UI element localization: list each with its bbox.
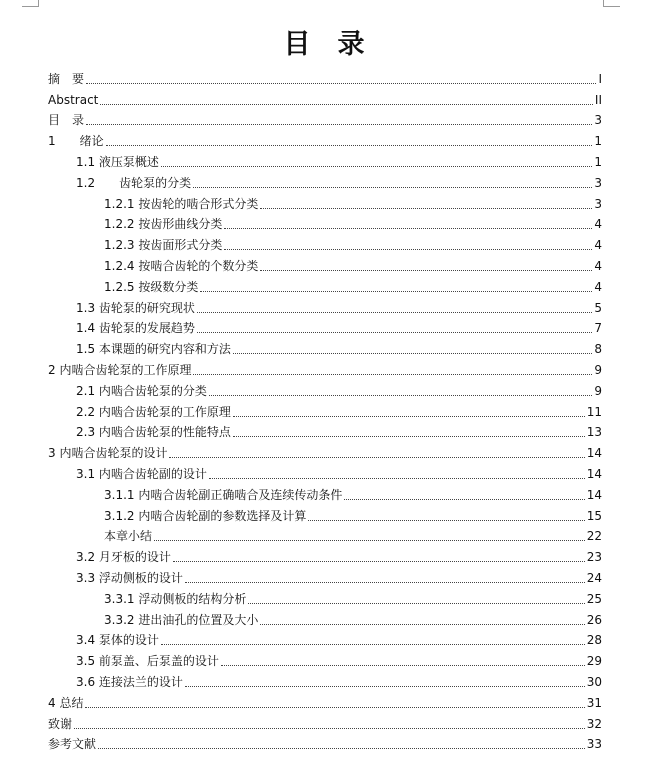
toc-entry[interactable]	[48, 253, 602, 274]
toc-dot-leader	[85, 706, 584, 708]
toc-entry-label: 1.2.3 按齿面形式分类	[104, 238, 223, 253]
toc-entry-page-number: 3	[594, 196, 602, 211]
toc-entry-label: 目 录	[48, 113, 85, 128]
toc-entry-page-number: 14	[586, 466, 602, 481]
toc-entry-page-number: 11	[586, 404, 602, 419]
toc-entry-page-number: 13	[586, 425, 602, 440]
toc-entry-label: 1.2.2 按齿形曲线分类	[104, 217, 223, 232]
toc-entry[interactable]	[48, 628, 602, 649]
toc-entry-label: 3.1 内啮合齿轮副的设计	[76, 466, 207, 481]
toc-entry-page-number: 9	[594, 383, 602, 398]
toc-entry[interactable]	[48, 524, 602, 545]
toc-entry[interactable]	[48, 149, 602, 170]
toc-dot-leader	[86, 82, 596, 84]
toc-entry-page-number: 1	[594, 134, 602, 149]
toc-dot-leader	[233, 435, 585, 437]
toc-dot-leader	[193, 373, 592, 375]
toc-entry-label: 4 总结	[48, 695, 84, 710]
toc-dot-leader	[161, 643, 585, 645]
toc-entry-page-number: 22	[586, 529, 602, 544]
toc-entry-page-number: 4	[594, 217, 602, 232]
toc-entry[interactable]	[48, 420, 602, 441]
toc-dot-leader	[224, 248, 592, 250]
toc-entry[interactable]	[48, 191, 602, 212]
toc-entry[interactable]	[48, 503, 602, 524]
toc-entry-label: 致谢	[48, 716, 73, 731]
toc-entry[interactable]	[48, 648, 602, 669]
toc-entry-page-number: 14	[586, 446, 602, 461]
toc-entry-page-number: 29	[586, 654, 602, 669]
toc-entry-page-number: 1	[594, 154, 602, 169]
toc-entry[interactable]	[48, 295, 602, 316]
toc-dot-leader	[98, 747, 585, 749]
table-of-contents	[48, 66, 602, 752]
toc-entry-label: 3.1.1 内啮合齿轮副正确啮合及连续传动条件	[104, 487, 343, 502]
toc-entry-label: 1.2 齿轮泵的分类	[76, 175, 192, 190]
toc-entry-label: 本章小结	[104, 529, 153, 544]
toc-entry-page-number: 32	[586, 716, 602, 731]
toc-entry-label: 3.5 前泵盖、后泵盖的设计	[76, 654, 219, 669]
toc-entry-page-number: 25	[586, 591, 602, 606]
toc-entry[interactable]	[48, 128, 602, 149]
toc-entry-label: 参考文献	[48, 737, 97, 752]
toc-entry-page-number: 3	[594, 175, 602, 190]
toc-dot-leader	[248, 602, 584, 604]
toc-dot-leader	[100, 103, 593, 105]
toc-entry-page-number: 9	[594, 362, 602, 377]
toc-dot-leader	[193, 186, 592, 188]
toc-entry-label: 1.4 齿轮泵的发展趋势	[76, 321, 195, 336]
toc-entry[interactable]	[48, 170, 602, 191]
toc-entry-page-number: 15	[586, 508, 602, 523]
toc-dot-leader	[173, 560, 585, 562]
toc-dot-leader	[209, 394, 592, 396]
toc-dot-leader	[74, 727, 585, 729]
toc-entry-page-number: 8	[594, 342, 602, 357]
toc-entry[interactable]	[48, 669, 602, 690]
toc-entry-page-number: II	[594, 92, 602, 107]
toc-entry-label: 2.2 内啮合齿轮泵的工作原理	[76, 404, 231, 419]
toc-dot-leader	[169, 456, 584, 458]
toc-entry[interactable]	[48, 732, 602, 753]
toc-entry-label: 1.5 本课题的研究内容和方法	[76, 342, 231, 357]
toc-dot-leader	[161, 165, 592, 167]
toc-entry[interactable]	[48, 399, 602, 420]
toc-entry-label: Abstract	[48, 92, 99, 107]
toc-dot-leader	[197, 311, 592, 313]
toc-entry[interactable]	[48, 690, 602, 711]
toc-dot-leader	[233, 352, 592, 354]
toc-entry[interactable]	[48, 378, 602, 399]
toc-entry-label: 1.3 齿轮泵的研究现状	[76, 300, 195, 315]
toc-entry-label: 3.1.2 内啮合齿轮副的参数选择及计算	[104, 508, 307, 523]
toc-entry-label: 1.2.4 按啮合齿轮的个数分类	[104, 258, 259, 273]
toc-dot-leader	[233, 415, 585, 417]
toc-entry-label: 3.4 泵体的设计	[76, 633, 159, 648]
toc-entry-page-number: I	[598, 71, 602, 86]
toc-entry-page-number: 24	[586, 570, 602, 585]
toc-entry-label: 3.3.2 进出油孔的位置及大小	[104, 612, 259, 627]
toc-dot-leader	[86, 123, 592, 125]
toc-entry-label: 3 内啮合齿轮泵的设计	[48, 446, 168, 461]
toc-entry-page-number: 4	[594, 258, 602, 273]
toc-dot-leader	[106, 144, 593, 146]
toc-entry-label: 3.3.1 浮动侧板的结构分析	[104, 591, 247, 606]
toc-entry-label: 1 绪论	[48, 134, 104, 149]
toc-dot-leader	[308, 519, 584, 521]
toc-entry[interactable]	[48, 274, 602, 295]
toc-dot-leader	[209, 477, 585, 479]
toc-entry[interactable]	[48, 607, 602, 628]
toc-entry-page-number: 7	[594, 321, 602, 336]
page-title: 目 录	[283, 29, 365, 60]
toc-entry[interactable]	[48, 87, 602, 108]
toc-entry[interactable]	[48, 586, 602, 607]
toc-entry[interactable]	[48, 357, 602, 378]
toc-entry-page-number: 31	[586, 695, 602, 710]
toc-dot-leader	[221, 664, 585, 666]
crop-mark-left	[22, 0, 39, 7]
toc-entry-label: 2 内啮合齿轮泵的工作原理	[48, 362, 192, 377]
toc-entry[interactable]	[48, 316, 602, 337]
toc-entry-label: 3.3 浮动侧板的设计	[76, 570, 183, 585]
toc-entry-page-number: 5	[594, 300, 602, 315]
toc-entry-label: 2.1 内啮合齿轮泵的分类	[76, 383, 207, 398]
toc-entry[interactable]	[48, 66, 602, 87]
toc-entry[interactable]	[48, 544, 602, 565]
toc-entry[interactable]	[48, 212, 602, 233]
toc-dot-leader	[260, 623, 584, 625]
toc-entry-page-number: 33	[586, 737, 602, 752]
toc-entry-label: 摘 要	[48, 71, 85, 86]
toc-entry-page-number: 14	[586, 487, 602, 502]
toc-dot-leader	[200, 290, 592, 292]
toc-entry-page-number: 4	[594, 238, 602, 253]
toc-entry[interactable]	[48, 461, 602, 482]
toc-entry-page-number: 23	[586, 550, 602, 565]
toc-entry-page-number: 30	[586, 674, 602, 689]
toc-entry-page-number: 28	[586, 633, 602, 648]
toc-entry-label: 1.1 液压泵概述	[76, 154, 159, 169]
toc-entry[interactable]	[48, 108, 602, 129]
toc-dot-leader	[260, 269, 592, 271]
toc-dot-leader	[344, 498, 584, 500]
toc-entry-page-number: 26	[586, 612, 602, 627]
toc-entry-page-number: 4	[594, 279, 602, 294]
toc-entry-label: 2.3 内啮合齿轮泵的性能特点	[76, 425, 231, 440]
toc-entry[interactable]	[48, 565, 602, 586]
toc-entry-label: 3.2 月牙板的设计	[76, 550, 171, 565]
toc-entry[interactable]	[48, 711, 602, 732]
toc-entry[interactable]	[48, 482, 602, 503]
toc-entry-label: 1.2.1 按齿轮的啮合形式分类	[104, 196, 259, 211]
toc-dot-leader	[260, 207, 592, 209]
toc-dot-leader	[197, 331, 592, 333]
toc-entry[interactable]	[48, 336, 602, 357]
toc-entry-label: 1.2.5 按级数分类	[104, 279, 199, 294]
toc-entry[interactable]	[48, 232, 602, 253]
toc-entry-label: 3.6 连接法兰的设计	[76, 674, 183, 689]
toc-dot-leader	[224, 227, 592, 229]
toc-entry-page-number: 3	[594, 113, 602, 128]
crop-mark-right	[603, 0, 620, 7]
toc-dot-leader	[154, 539, 585, 541]
toc-entry[interactable]	[48, 440, 602, 461]
toc-dot-leader	[185, 581, 585, 583]
toc-dot-leader	[185, 685, 585, 687]
